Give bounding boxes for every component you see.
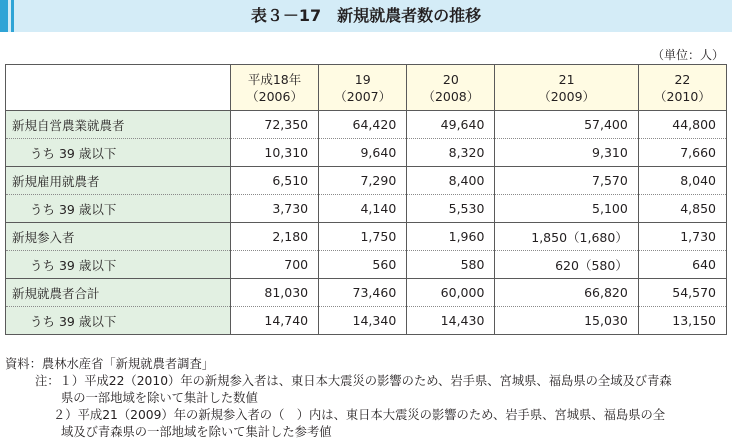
- table-cell: 81,030: [231, 279, 319, 307]
- table-cell: 1,960: [407, 223, 495, 251]
- footnote-2: ２）平成21（2009）年の新規参入者の（ ）内は、東日本大震災の影響のため、岩手県、宮城県、福島県の全: [53, 408, 666, 422]
- table-cell: 5,100: [495, 195, 638, 223]
- table-row: [6, 223, 727, 251]
- table-row: [6, 307, 727, 335]
- column-header-western-year: （2008）: [422, 88, 480, 104]
- row-label-sub: うち 39 歳以下: [6, 139, 231, 167]
- table-cell: 9,310: [495, 139, 638, 167]
- row-label-sub: うち 39 歳以下: [6, 251, 231, 279]
- column-header-western-year: （2006）: [246, 88, 303, 104]
- table-cell: 5,530: [407, 195, 495, 223]
- table-cell: 14,340: [319, 307, 407, 335]
- unit-label: （単位：人）: [651, 48, 724, 62]
- table-cell: 640: [638, 251, 726, 279]
- column-header-year: 20: [442, 71, 459, 87]
- table-cell: 7,660: [638, 139, 726, 167]
- column-header: [319, 65, 407, 111]
- table-row: [6, 167, 727, 195]
- table-cell: 10,310: [231, 139, 319, 167]
- table-cell: 700: [231, 251, 319, 279]
- table-cell: 7,570: [495, 167, 638, 195]
- corner-cell: [6, 65, 231, 111]
- table-cell: 15,030: [495, 307, 638, 335]
- table-cell: 2,180: [231, 223, 319, 251]
- table-cell: 7,290: [319, 167, 407, 195]
- table-title: 表３－17 新規就農者数の推移: [250, 6, 482, 25]
- table-cell: 4,850: [638, 195, 726, 223]
- table-cell: 620（580）: [495, 251, 638, 279]
- table-cell: 72,350: [231, 111, 319, 139]
- header-row: [6, 65, 727, 111]
- table-row: [6, 111, 727, 139]
- table-cell: 1,850（1,680）: [495, 223, 638, 251]
- table-cell: 1,750: [319, 223, 407, 251]
- table-cell: 54,570: [638, 279, 726, 307]
- table-cell: 8,400: [407, 167, 495, 195]
- column-header: [638, 65, 726, 111]
- table-row: [6, 139, 727, 167]
- table-cell: 44,800: [638, 111, 726, 139]
- footnote-1-continuation: 県の一部地域を除いて集計した数値: [61, 391, 258, 405]
- table-row: [6, 279, 727, 307]
- row-label: 新規就農者合計: [6, 279, 231, 307]
- row-label-sub: うち 39 歳以下: [6, 307, 231, 335]
- footnote-2-continuation: 域及び青森県の一部地域を除いて集計した参考値: [61, 425, 332, 439]
- column-header-western-year: （2007）: [334, 88, 392, 104]
- footnote-1: 注：１）平成22（2010）年の新規参入者は、東日本大震災の影響のため、岩手県、宮城県、福島県の全域及び青森: [35, 374, 672, 388]
- table-cell: 14,740: [231, 307, 319, 335]
- table-cell: 9,640: [319, 139, 407, 167]
- row-label: 新規参入者: [6, 223, 231, 251]
- data-table: [5, 64, 727, 335]
- table-cell: 13,150: [638, 307, 726, 335]
- title-bar: [0, 0, 732, 32]
- table-cell: 73,460: [319, 279, 407, 307]
- column-header-western-year: （2009）: [538, 88, 596, 104]
- row-label-sub: うち 39 歳以下: [6, 195, 231, 223]
- table-cell: 57,400: [495, 111, 638, 139]
- table-cell: 14,430: [407, 307, 495, 335]
- table-cell: 66,820: [495, 279, 638, 307]
- table-cell: 560: [319, 251, 407, 279]
- table-cell: 1,730: [638, 223, 726, 251]
- column-header-year: 21: [558, 71, 575, 87]
- column-header: [231, 65, 319, 111]
- source-note: 資料：農林水産省「新規就農者調査」: [5, 357, 215, 371]
- table-cell: 8,320: [407, 139, 495, 167]
- column-header-year: 19: [354, 71, 371, 87]
- table-cell: 4,140: [319, 195, 407, 223]
- table-row: [6, 251, 727, 279]
- column-header-year: 22: [674, 71, 691, 87]
- column-header-western-year: （2010）: [654, 88, 711, 104]
- table-cell: 3,730: [231, 195, 319, 223]
- row-label: 新規雇用就農者: [6, 167, 231, 195]
- column-header: [495, 65, 638, 111]
- row-label: 新規自営農業就農者: [6, 111, 231, 139]
- notes-section: [5, 356, 727, 441]
- table-row: [6, 195, 727, 223]
- table-cell: 60,000: [407, 279, 495, 307]
- table-cell: 64,420: [319, 111, 407, 139]
- column-header: [407, 65, 495, 111]
- column-header-year: 平成18年: [247, 71, 302, 87]
- table-cell: 6,510: [231, 167, 319, 195]
- table-cell: 49,640: [407, 111, 495, 139]
- table-cell: 8,040: [638, 167, 726, 195]
- table-cell: 580: [407, 251, 495, 279]
